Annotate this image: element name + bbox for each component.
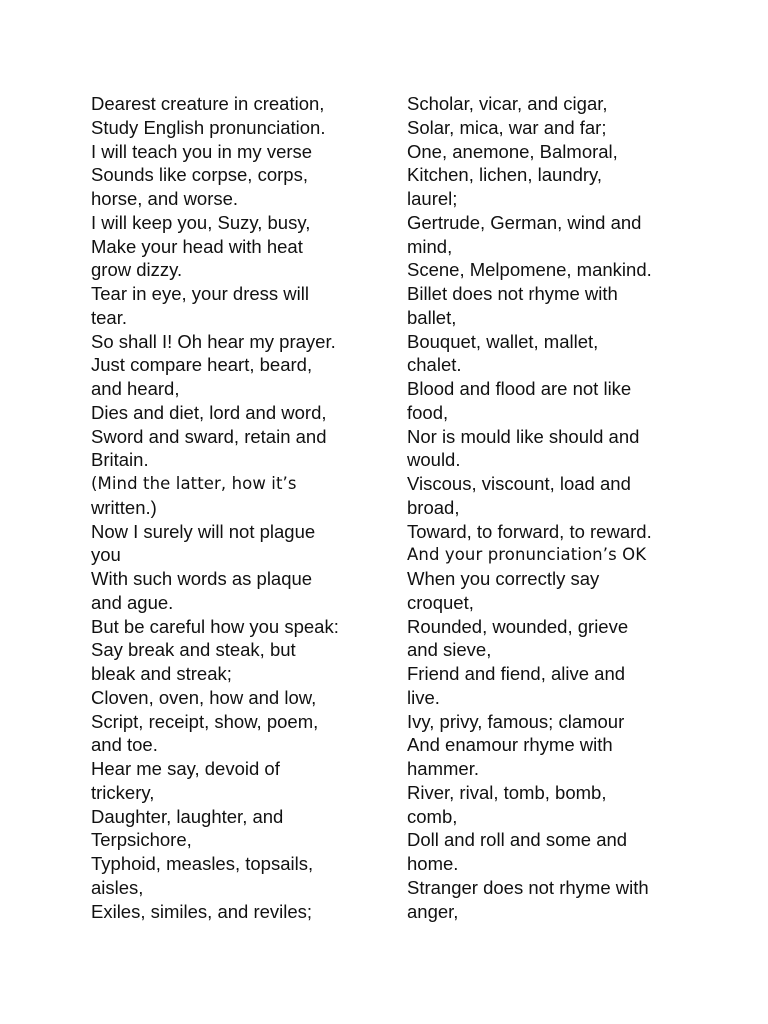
poem-line: and heard, (91, 378, 180, 399)
poem-line: Now I surely will not plague (91, 520, 316, 542)
poem-line: When you correctly say (407, 568, 600, 589)
poem-line: Daughter, laughter, and (91, 805, 284, 827)
poem-line: But be careful how you speak: (91, 615, 339, 637)
poem-line: Say break and steak, but (91, 639, 296, 661)
poem-line: mind, (407, 235, 453, 257)
poem-line: Scholar, vicar, and cigar, (407, 93, 608, 114)
poem-line: Just compare heart, beard, (91, 354, 313, 376)
poem-line: Typhoid, measles, topsails, (91, 853, 314, 874)
poem-line: comb, (407, 805, 458, 827)
poem-line: Sounds like corpse, corps, (91, 164, 308, 186)
poem-line: ballet, (407, 306, 457, 328)
poem-line: would. (407, 449, 461, 471)
poem-line: Toward, to forward, to reward. (407, 520, 652, 542)
poem-line: (Mind the latter, how it’s (91, 474, 297, 493)
poem-line: anger, (407, 900, 459, 922)
poem-line: aisles, (91, 876, 144, 898)
poem-line: Cloven, oven, how and low, (91, 686, 317, 708)
poem-line: Rounded, wounded, grieve (407, 615, 629, 637)
poem-line: and ague. (91, 591, 174, 613)
poem-line: Doll and roll and some and (407, 829, 628, 851)
poem-line: Dies and diet, lord and word, (91, 401, 327, 423)
poem-line: Ivy, privy, famous; clamour (407, 710, 625, 732)
poem-line: Study English pronunciation. (91, 116, 326, 138)
poem-line: horse, and worse. (91, 188, 239, 209)
poem-line: Billet does not rhyme with (407, 283, 618, 304)
poem-line: Hear me say, devoid of (91, 758, 280, 779)
poem-line: hammer. (407, 758, 479, 779)
poem-line: Stranger does not rhyme with (407, 876, 649, 898)
poem-line: trickery, (91, 781, 155, 803)
poem-line: and toe. (91, 734, 158, 756)
poem-line: And your pronunciation’s OK (407, 545, 647, 565)
poem-line: bleak and streak; (91, 663, 232, 684)
poem-line: Blood and flood are not like (407, 378, 632, 399)
poem-line: croquet, (407, 591, 474, 613)
poem-line: River, rival, tomb, bomb, (407, 781, 607, 803)
poem-line: laurel; (407, 188, 458, 209)
poem-right-column (407, 92, 707, 923)
poem-line: Solar, mica, war and far; (407, 116, 607, 138)
poem-line: One, anemone, Balmoral, (407, 140, 618, 162)
poem-line: Kitchen, lichen, laundry, (407, 164, 603, 186)
poem-line: written.) (91, 496, 157, 518)
poem-line: grow dizzy. (91, 259, 183, 281)
poem-line: Britain. (91, 449, 149, 471)
poem-line: chalet. (407, 354, 462, 376)
poem-line: tear. (91, 306, 127, 328)
poem-line: food, (407, 401, 449, 423)
poem-line: Scene, Melpomene, mankind. (407, 259, 652, 281)
poem-line: With such words as plaque (91, 568, 313, 589)
poem-left-column (91, 92, 381, 923)
poem-line: Make your head with heat (91, 235, 303, 257)
poem-line: And enamour rhyme with (407, 734, 613, 756)
poem-line: I will teach you in my verse (91, 140, 313, 162)
poem-line: Terpsichore, (91, 829, 192, 851)
poem-line: you (91, 544, 121, 566)
poem-line: Dearest creature in creation, (91, 93, 325, 114)
poem-line: live. (407, 686, 440, 708)
poem-line: and sieve, (407, 639, 492, 661)
poem-line: broad, (407, 496, 460, 518)
poem-line: Tear in eye, your dress will (91, 283, 309, 304)
poem-line: Sword and sward, retain and (91, 425, 327, 447)
poem-line: Script, receipt, show, poem, (91, 710, 319, 732)
poem-line: I will keep you, Suzy, busy, (91, 211, 311, 233)
poem-line: So shall I! Oh hear my prayer. (91, 330, 336, 352)
poem-line: home. (407, 853, 459, 874)
poem-line: Nor is mould like should and (407, 425, 640, 447)
poem-line: Exiles, similes, and reviles; (91, 900, 313, 922)
poem-line: Viscous, viscount, load and (407, 473, 631, 494)
poem-line: Gertrude, German, wind and (407, 211, 642, 233)
poem-line: Friend and fiend, alive and (407, 663, 626, 684)
poem-line: Bouquet, wallet, mallet, (407, 330, 599, 352)
